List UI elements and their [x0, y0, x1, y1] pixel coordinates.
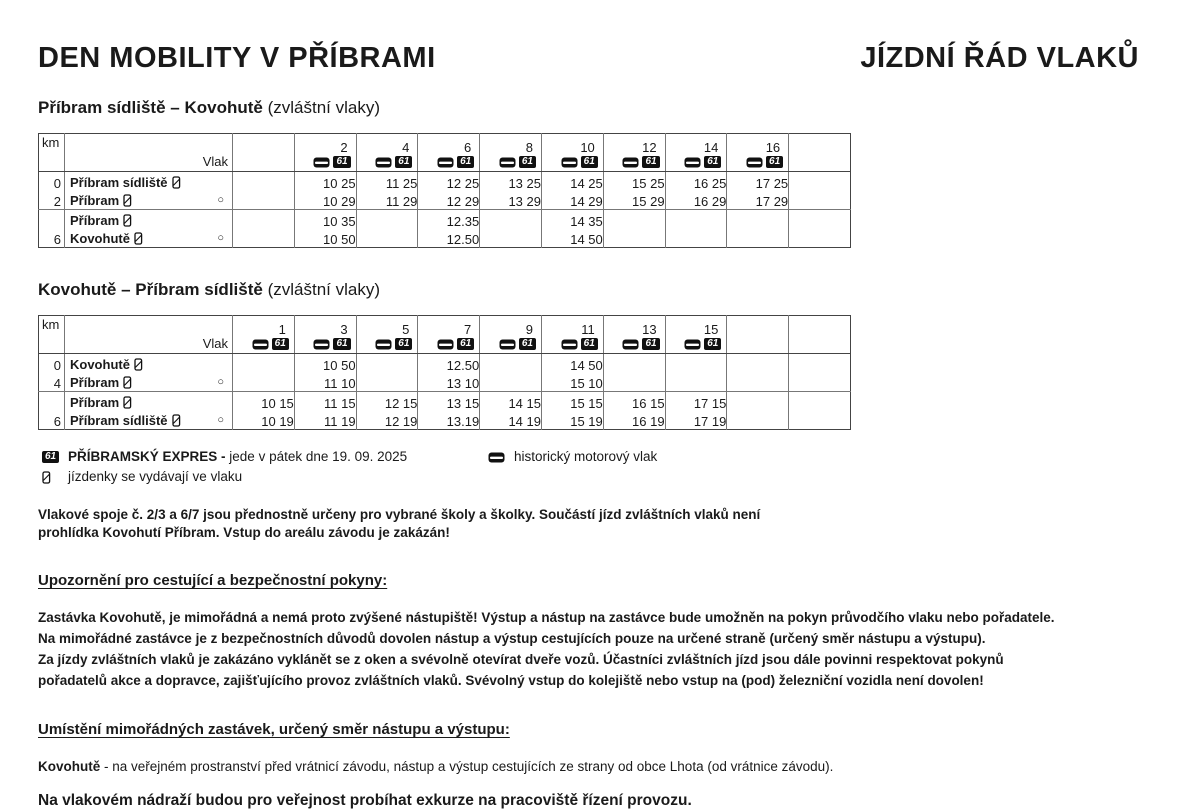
km-cell: 0	[53, 357, 61, 373]
historic-motor-train-icon	[313, 339, 330, 350]
departure-time-cell	[789, 411, 851, 430]
km-header-cell: km	[39, 134, 65, 172]
train-61-badge-icon: 61	[333, 338, 350, 350]
km-cell: 6	[53, 232, 61, 247]
historic-motor-train-icon	[437, 339, 454, 350]
timetable-kovohute-to-pribram	[38, 315, 851, 430]
departure-time-cell: 14 19	[480, 411, 542, 430]
departure-time-cell	[665, 354, 727, 373]
train-number-header-cell	[789, 134, 851, 172]
stops-heading: Umístění mimořádných zastávek, určený směr nástupu a výstupu:	[38, 721, 510, 738]
vlak-header-cell: Vlak	[65, 316, 233, 354]
train-icons	[666, 337, 727, 353]
departure-time-cell: 10 19	[233, 411, 295, 430]
departure-time-cell	[665, 373, 727, 392]
departure-time-cell	[356, 354, 418, 373]
train-icons	[727, 155, 788, 171]
departure-time-cell: 10 50	[294, 354, 356, 373]
km-cell: 4	[53, 376, 61, 391]
historic-motor-train-icon	[622, 339, 639, 350]
station-row	[39, 229, 851, 248]
train-icons	[418, 337, 479, 353]
historic-motor-train-icon	[684, 157, 701, 168]
departure-time-cell: 14 35	[541, 210, 603, 229]
train-61-badge-icon: 61	[457, 156, 474, 168]
legend-row-ticket	[38, 468, 1139, 486]
departure-time-cell	[480, 210, 542, 229]
train-icons	[357, 337, 418, 353]
station-row	[39, 373, 851, 392]
departure-time-cell: 16 29	[665, 191, 727, 210]
train-61-badge-icon: 61	[457, 338, 474, 350]
departure-time-cell: 17 15	[665, 392, 727, 411]
ticket-label: jízdenky se vydávají ve vlaku	[68, 469, 243, 484]
train-icons	[233, 337, 294, 353]
km-header-cell: km	[39, 316, 65, 354]
departure-time-cell	[233, 373, 295, 392]
stop-circle-marker: ○	[217, 376, 224, 388]
departure-time-cell	[789, 172, 851, 191]
train-number: 2	[340, 140, 348, 155]
train-icons	[604, 337, 665, 353]
train-number-header-cell	[603, 316, 665, 354]
safety-line2: Na mimořádné zastávce je z bezpečnostních důvodů dovolen nástup a výstup cestujících pouze na určené straně (určený směr nástupu a výstupu).	[38, 631, 986, 646]
departure-time-cell: 11 19	[294, 411, 356, 430]
departure-time-cell	[233, 354, 295, 373]
train-61-badge-icon: 61	[519, 338, 536, 350]
departure-time-cell: 14 29	[541, 191, 603, 210]
departure-time-cell	[727, 392, 789, 411]
departure-time-cell: 17 29	[727, 191, 789, 210]
priority-note-line2: prohlídka Kovohutí Příbram. Vstup do areálu závodu je zakázán!	[38, 525, 450, 540]
train-number: 9	[525, 322, 533, 337]
kovohute-stop-name: Kovohutě	[38, 759, 101, 774]
historic-motor-train-icon	[499, 157, 516, 168]
timetable-pribram-to-kovohute	[38, 133, 851, 248]
train-number-header-cell	[233, 134, 295, 172]
station-row	[39, 172, 851, 191]
train-number-header-cell	[727, 134, 789, 172]
departure-time-cell: 17 25	[727, 172, 789, 191]
priority-note	[38, 506, 1139, 542]
departure-time-cell: 16 19	[603, 411, 665, 430]
departure-time-cell: 16 15	[603, 392, 665, 411]
historic-motor-train-icon	[561, 339, 578, 350]
historic-motor-train-icon	[499, 339, 516, 350]
train-number: 8	[525, 140, 533, 155]
station-cell	[65, 354, 233, 373]
train-number: 10	[580, 140, 595, 155]
historic-motor-train-icon	[375, 339, 392, 350]
historic-motor-train-icon	[375, 157, 392, 168]
departure-time-cell	[727, 210, 789, 229]
train-number-header-cell	[356, 316, 418, 354]
expres-date: jede v pátek dne 19. 09. 2025	[229, 449, 408, 464]
station-row	[39, 354, 851, 373]
legend	[38, 448, 1139, 486]
departure-time-cell: 15 15	[541, 392, 603, 411]
ticket-icon	[123, 214, 132, 227]
departure-time-cell	[356, 210, 418, 229]
table2-route-note: (zvláštní vlaky)	[267, 280, 380, 299]
historic-motor-train-icon	[684, 339, 701, 350]
train-icons	[418, 155, 479, 171]
departure-time-cell: 14 50	[541, 229, 603, 248]
departure-time-cell: 14 15	[480, 392, 542, 411]
safety-line1: Zastávka Kovohutě, je mimořádná a nemá proto zvýšené nástupiště! Výstup a nástup na zastávce bude umožněn na pokyn průvodčího vlaku nebo pořadatele.	[38, 610, 1055, 625]
train-61-badge-icon: 61	[704, 338, 721, 350]
stop-circle-marker: ○	[217, 232, 224, 244]
departure-time-cell	[603, 210, 665, 229]
train-61-badge-icon: 61	[333, 156, 350, 168]
train-number: 7	[463, 322, 472, 337]
ticket-icon	[134, 232, 143, 245]
departure-time-cell: 13 29	[480, 191, 542, 210]
train-number-header-cell	[665, 316, 727, 354]
departure-time-cell	[356, 229, 418, 248]
departure-time-cell: 13 15	[418, 392, 480, 411]
legend-historic-train	[488, 448, 657, 466]
departure-time-cell: 11 15	[294, 392, 356, 411]
departure-time-cell: 17 19	[665, 411, 727, 430]
train-number-header-cell	[233, 316, 295, 354]
km-cell	[39, 392, 65, 411]
safety-line3: Za jízdy zvláštních vlaků je zakázáno vyklánět se z oken a svévolně otevírat dveře vozů. Účastníci zvláštních jízd jsou dále povinni respektovat pokynů	[38, 652, 1004, 667]
departure-time-cell	[233, 172, 295, 191]
station-name: Kovohutě	[70, 356, 130, 372]
station-row	[39, 411, 851, 430]
train-number: 3	[340, 322, 348, 337]
page-title-right: JÍZDNÍ ŘÁD VLAKŮ	[860, 42, 1139, 74]
historic-motor-train-icon	[622, 157, 639, 168]
timetable-header-row	[39, 134, 851, 172]
train-number-header-cell	[480, 316, 542, 354]
train-number: 1	[278, 322, 286, 337]
station-row	[39, 191, 851, 210]
departure-time-cell	[789, 392, 851, 411]
train-number-header-cell	[294, 316, 356, 354]
legend-expres-text	[68, 448, 488, 466]
kovohute-stop-note	[38, 758, 1139, 776]
legend-ticket-cell	[38, 471, 68, 484]
train-61-badge-icon: 61	[581, 156, 598, 168]
stop-circle-marker: ○	[217, 194, 224, 206]
train-number: 12	[642, 140, 657, 155]
departure-time-cell: 14 25	[541, 172, 603, 191]
station-name: Příbram	[70, 394, 120, 410]
km-cell: 2	[53, 194, 61, 209]
departure-time-cell: 15 25	[603, 172, 665, 191]
train-61-badge-icon: 61	[581, 338, 598, 350]
departure-time-cell	[480, 373, 542, 392]
ticket-icon	[123, 396, 132, 409]
station-row	[39, 210, 851, 229]
departure-time-cell	[480, 229, 542, 248]
train-number-header-cell	[541, 316, 603, 354]
train-number: 13	[642, 322, 657, 337]
train-61-badge-icon: 61	[766, 156, 783, 168]
train-61-badge-icon: 61	[395, 156, 412, 168]
train-number-header-cell	[541, 134, 603, 172]
vlak-header-cell: Vlak	[65, 134, 233, 172]
historic-motor-train-icon	[488, 452, 505, 463]
legend-row-expres	[38, 448, 1139, 466]
departure-time-cell: 10 25	[294, 172, 356, 191]
table1-route-note: (zvláštní vlaky)	[267, 98, 380, 117]
ticket-icon	[123, 376, 132, 389]
title-bar	[38, 42, 1139, 74]
departure-time-cell	[727, 373, 789, 392]
excursion-note: Na vlakovém nádraží budou pro veřejnost probíhat exkurze na pracoviště řízení provozu.	[38, 792, 692, 809]
departure-time-cell	[603, 229, 665, 248]
departure-time-cell: 15 19	[541, 411, 603, 430]
train-icons	[604, 155, 665, 171]
departure-time-cell: 13 25	[480, 172, 542, 191]
train-number-header-cell	[789, 316, 851, 354]
historic-motor-train-icon	[437, 157, 454, 168]
train-number-header-cell	[665, 134, 727, 172]
departure-time-cell: 12 25	[418, 172, 480, 191]
departure-time-cell: 11 25	[356, 172, 418, 191]
priority-note-line1: Vlakové spoje č. 2/3 a 6/7 jsou přednostně určeny pro vybrané školy a školky. Součástí jízd zvláštních vlaků není	[38, 507, 761, 522]
departure-time-cell: 15 29	[603, 191, 665, 210]
train-number: 4	[402, 140, 410, 155]
train-icons	[295, 337, 356, 353]
train-icons	[542, 337, 603, 353]
departure-time-cell	[603, 354, 665, 373]
legend-badge-cell	[38, 451, 68, 463]
train-61-badge-icon: 61	[642, 338, 659, 350]
historic-motor-train-icon	[313, 157, 330, 168]
train-number: 15	[703, 322, 719, 337]
station-name: Příbram sídliště	[70, 413, 168, 428]
station-name: Příbram sídliště	[70, 174, 168, 190]
train-number: 14	[703, 140, 719, 155]
train-number-header-cell	[418, 316, 480, 354]
departure-time-cell: 10 35	[294, 210, 356, 229]
expres-name: PŘÍBRAMSKÝ EXPRES -	[68, 449, 226, 464]
departure-time-cell: 11 29	[356, 191, 418, 210]
train-icons	[357, 155, 418, 171]
station-cell	[65, 411, 233, 430]
station-cell	[65, 229, 233, 248]
table2-subtitle	[38, 280, 1139, 300]
train-icons	[666, 155, 727, 171]
train-number-header-cell	[480, 134, 542, 172]
timetable-header-row	[39, 316, 851, 354]
train-number-header-cell	[418, 134, 480, 172]
table1-route-label: Příbram sídliště – Kovohutě	[38, 98, 263, 117]
train-number-header-cell	[727, 316, 789, 354]
ticket-icon	[172, 176, 181, 189]
departure-time-cell: 13.19	[418, 411, 480, 430]
departure-time-cell	[789, 229, 851, 248]
departure-time-cell: 11 10	[294, 373, 356, 392]
historic-motor-train-icon	[746, 157, 763, 168]
departure-time-cell: 14 50	[541, 354, 603, 373]
train-icons	[542, 155, 603, 171]
ticket-icon	[172, 414, 181, 427]
km-cell: 6	[53, 414, 61, 429]
historic-train-label: historický motorový vlak	[514, 449, 658, 464]
historic-motor-train-icon	[561, 157, 578, 168]
kovohute-stop-desc: - na veřejném prostranství před vrátnicí závodu, nástup a výstup cestujících ze strany od obce Lhota (od vrátnice závodu).	[104, 759, 834, 774]
train-icons	[480, 337, 541, 353]
departure-time-cell	[603, 373, 665, 392]
departure-time-cell	[789, 191, 851, 210]
warning-heading: Upozornění pro cestující a bezpečnostní pokyny:	[38, 572, 388, 589]
departure-time-cell	[233, 210, 295, 229]
page-title-left: DEN MOBILITY V PŘÍBRAMI	[38, 42, 436, 74]
train-61-badge-icon: 61	[395, 338, 412, 350]
departure-time-cell	[789, 210, 851, 229]
train-number: 16	[765, 140, 781, 155]
historic-motor-train-icon	[252, 339, 269, 350]
train-61-badge-icon: 61	[704, 156, 721, 168]
ticket-icon	[42, 471, 51, 484]
train-61-badge-icon: 61	[642, 156, 659, 168]
table2-route-label: Kovohutě – Příbram sídliště	[38, 280, 263, 299]
ticket-icon	[134, 358, 143, 371]
ticket-icon	[123, 194, 132, 207]
departure-time-cell: 12.50	[418, 354, 480, 373]
departure-time-cell: 16 25	[665, 172, 727, 191]
departure-time-cell	[356, 373, 418, 392]
train-icons	[480, 155, 541, 171]
table1-subtitle	[38, 98, 1139, 118]
station-cell	[65, 392, 233, 411]
departure-time-cell	[727, 354, 789, 373]
station-row	[39, 392, 851, 411]
station-name: Příbram	[70, 212, 120, 228]
departure-time-cell: 13 10	[418, 373, 480, 392]
departure-time-cell	[789, 373, 851, 392]
departure-time-cell: 10 15	[233, 392, 295, 411]
train-61-badge-icon: 61	[42, 451, 59, 463]
departure-time-cell: 10 29	[294, 191, 356, 210]
train-number-header-cell	[603, 134, 665, 172]
station-cell	[65, 191, 233, 210]
departure-time-cell	[233, 229, 295, 248]
departure-time-cell: 10 50	[294, 229, 356, 248]
departure-time-cell	[727, 229, 789, 248]
train-number-header-cell	[356, 134, 418, 172]
train-number: 11	[581, 322, 595, 337]
train-61-badge-icon: 61	[519, 156, 536, 168]
departure-time-cell	[480, 354, 542, 373]
departure-time-cell	[789, 354, 851, 373]
train-number: 5	[402, 322, 410, 337]
station-cell	[65, 210, 233, 229]
departure-time-cell	[233, 191, 295, 210]
safety-line4: pořadatelů akce a dopravce, zajišťujícího provoz zvláštních vlaků. Svévolný vstup do kolejiště nebo vstup na (pod) železniční vozidla není dovolen!	[38, 673, 984, 688]
stop-circle-marker: ○	[217, 414, 224, 426]
km-cell: 0	[53, 175, 61, 191]
departure-time-cell: 12.50	[418, 229, 480, 248]
departure-time-cell: 12.35	[418, 210, 480, 229]
departure-time-cell	[727, 411, 789, 430]
departure-time-cell	[665, 229, 727, 248]
station-name: Příbram	[70, 193, 120, 208]
train-61-badge-icon: 61	[272, 338, 289, 350]
departure-time-cell: 12 19	[356, 411, 418, 430]
km-cell	[39, 210, 65, 229]
departure-time-cell: 12 29	[418, 191, 480, 210]
departure-time-cell: 15 10	[541, 373, 603, 392]
train-number: 6	[463, 140, 472, 155]
station-name: Příbram	[70, 375, 120, 390]
station-cell	[65, 172, 233, 191]
station-cell	[65, 373, 233, 392]
departure-time-cell: 12 15	[356, 392, 418, 411]
train-number-header-cell	[294, 134, 356, 172]
station-name: Kovohutě	[70, 231, 130, 246]
safety-instructions	[38, 607, 1139, 691]
departure-time-cell	[665, 210, 727, 229]
train-icons	[295, 155, 356, 171]
